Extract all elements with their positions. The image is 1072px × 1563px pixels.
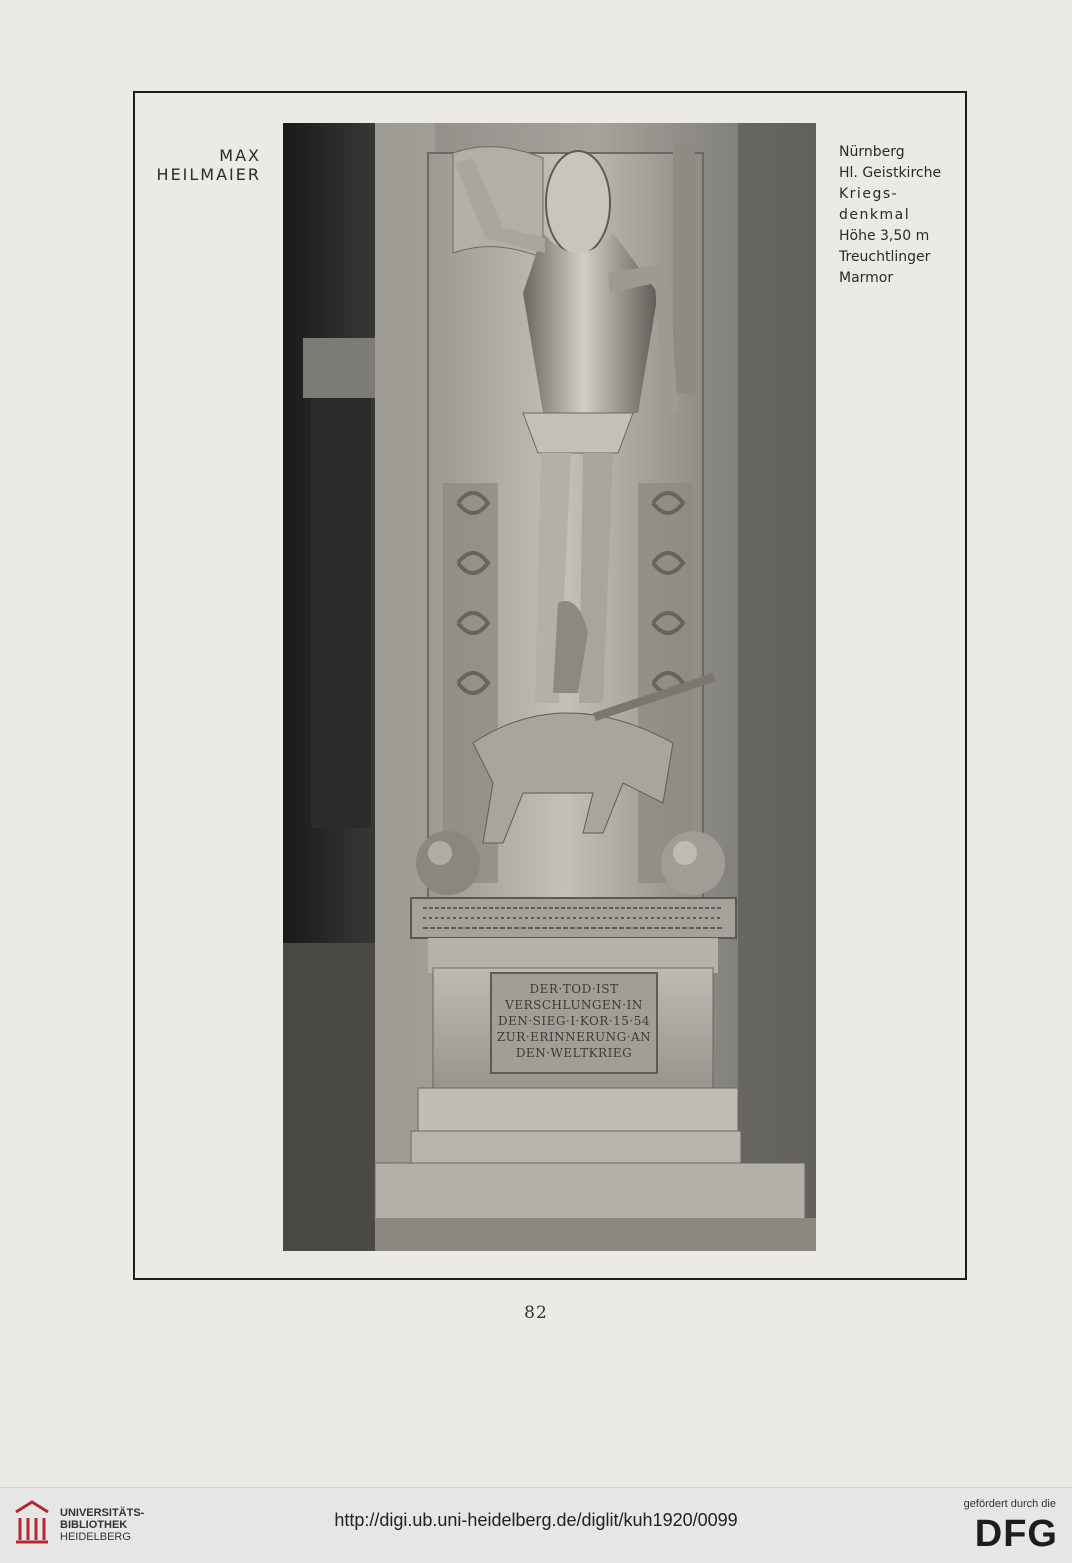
artwork-caption bbox=[839, 142, 941, 289]
viewer-footer bbox=[0, 1487, 1072, 1563]
artist-name bbox=[157, 146, 261, 184]
monument-photograph bbox=[283, 123, 816, 1251]
caption-church: Hl. Geistkirche bbox=[839, 165, 942, 181]
caption-material-line1: Treuchtlinger bbox=[839, 249, 931, 265]
caption-city: Nürnberg bbox=[839, 144, 905, 160]
artist-first-name: MAX bbox=[219, 146, 261, 165]
inscription-line-4: ZUR·ERINNERUNG·AN bbox=[496, 1030, 652, 1044]
library-line-3: HEIDELBERG bbox=[60, 1531, 131, 1543]
page-number: 82 bbox=[524, 1303, 548, 1323]
library-line-1: UNIVERSITÄTS- bbox=[60, 1507, 145, 1519]
library-line-2: BIBLIOTHEK bbox=[60, 1519, 128, 1531]
caption-title-line2: denkmal bbox=[839, 207, 911, 223]
dfg-logo[interactable]: DFG bbox=[974, 1513, 1058, 1555]
caption-title-line1: Kriegs- bbox=[839, 186, 899, 202]
inscription-line-3: DEN·SIEG·I·KOR·15·54 bbox=[497, 1014, 651, 1028]
artist-last-name: HEILMAIER bbox=[156, 165, 261, 184]
caption-material-line2: Marmor bbox=[839, 270, 894, 286]
permalink-url[interactable]: http://digi.ub.uni-heidelberg.de/diglit/kuh1920/0099 bbox=[334, 1510, 738, 1530]
inscription-line-2: VERSCHLUNGEN·IN bbox=[505, 998, 643, 1012]
inscription-line-1: DER·TOD·IST bbox=[529, 982, 619, 996]
funding-note: gefördert durch die bbox=[963, 1498, 1056, 1510]
caption-height: Höhe 3,50 m bbox=[839, 228, 930, 244]
inscription-line-5: DEN·WELTKRIEG bbox=[515, 1046, 633, 1060]
